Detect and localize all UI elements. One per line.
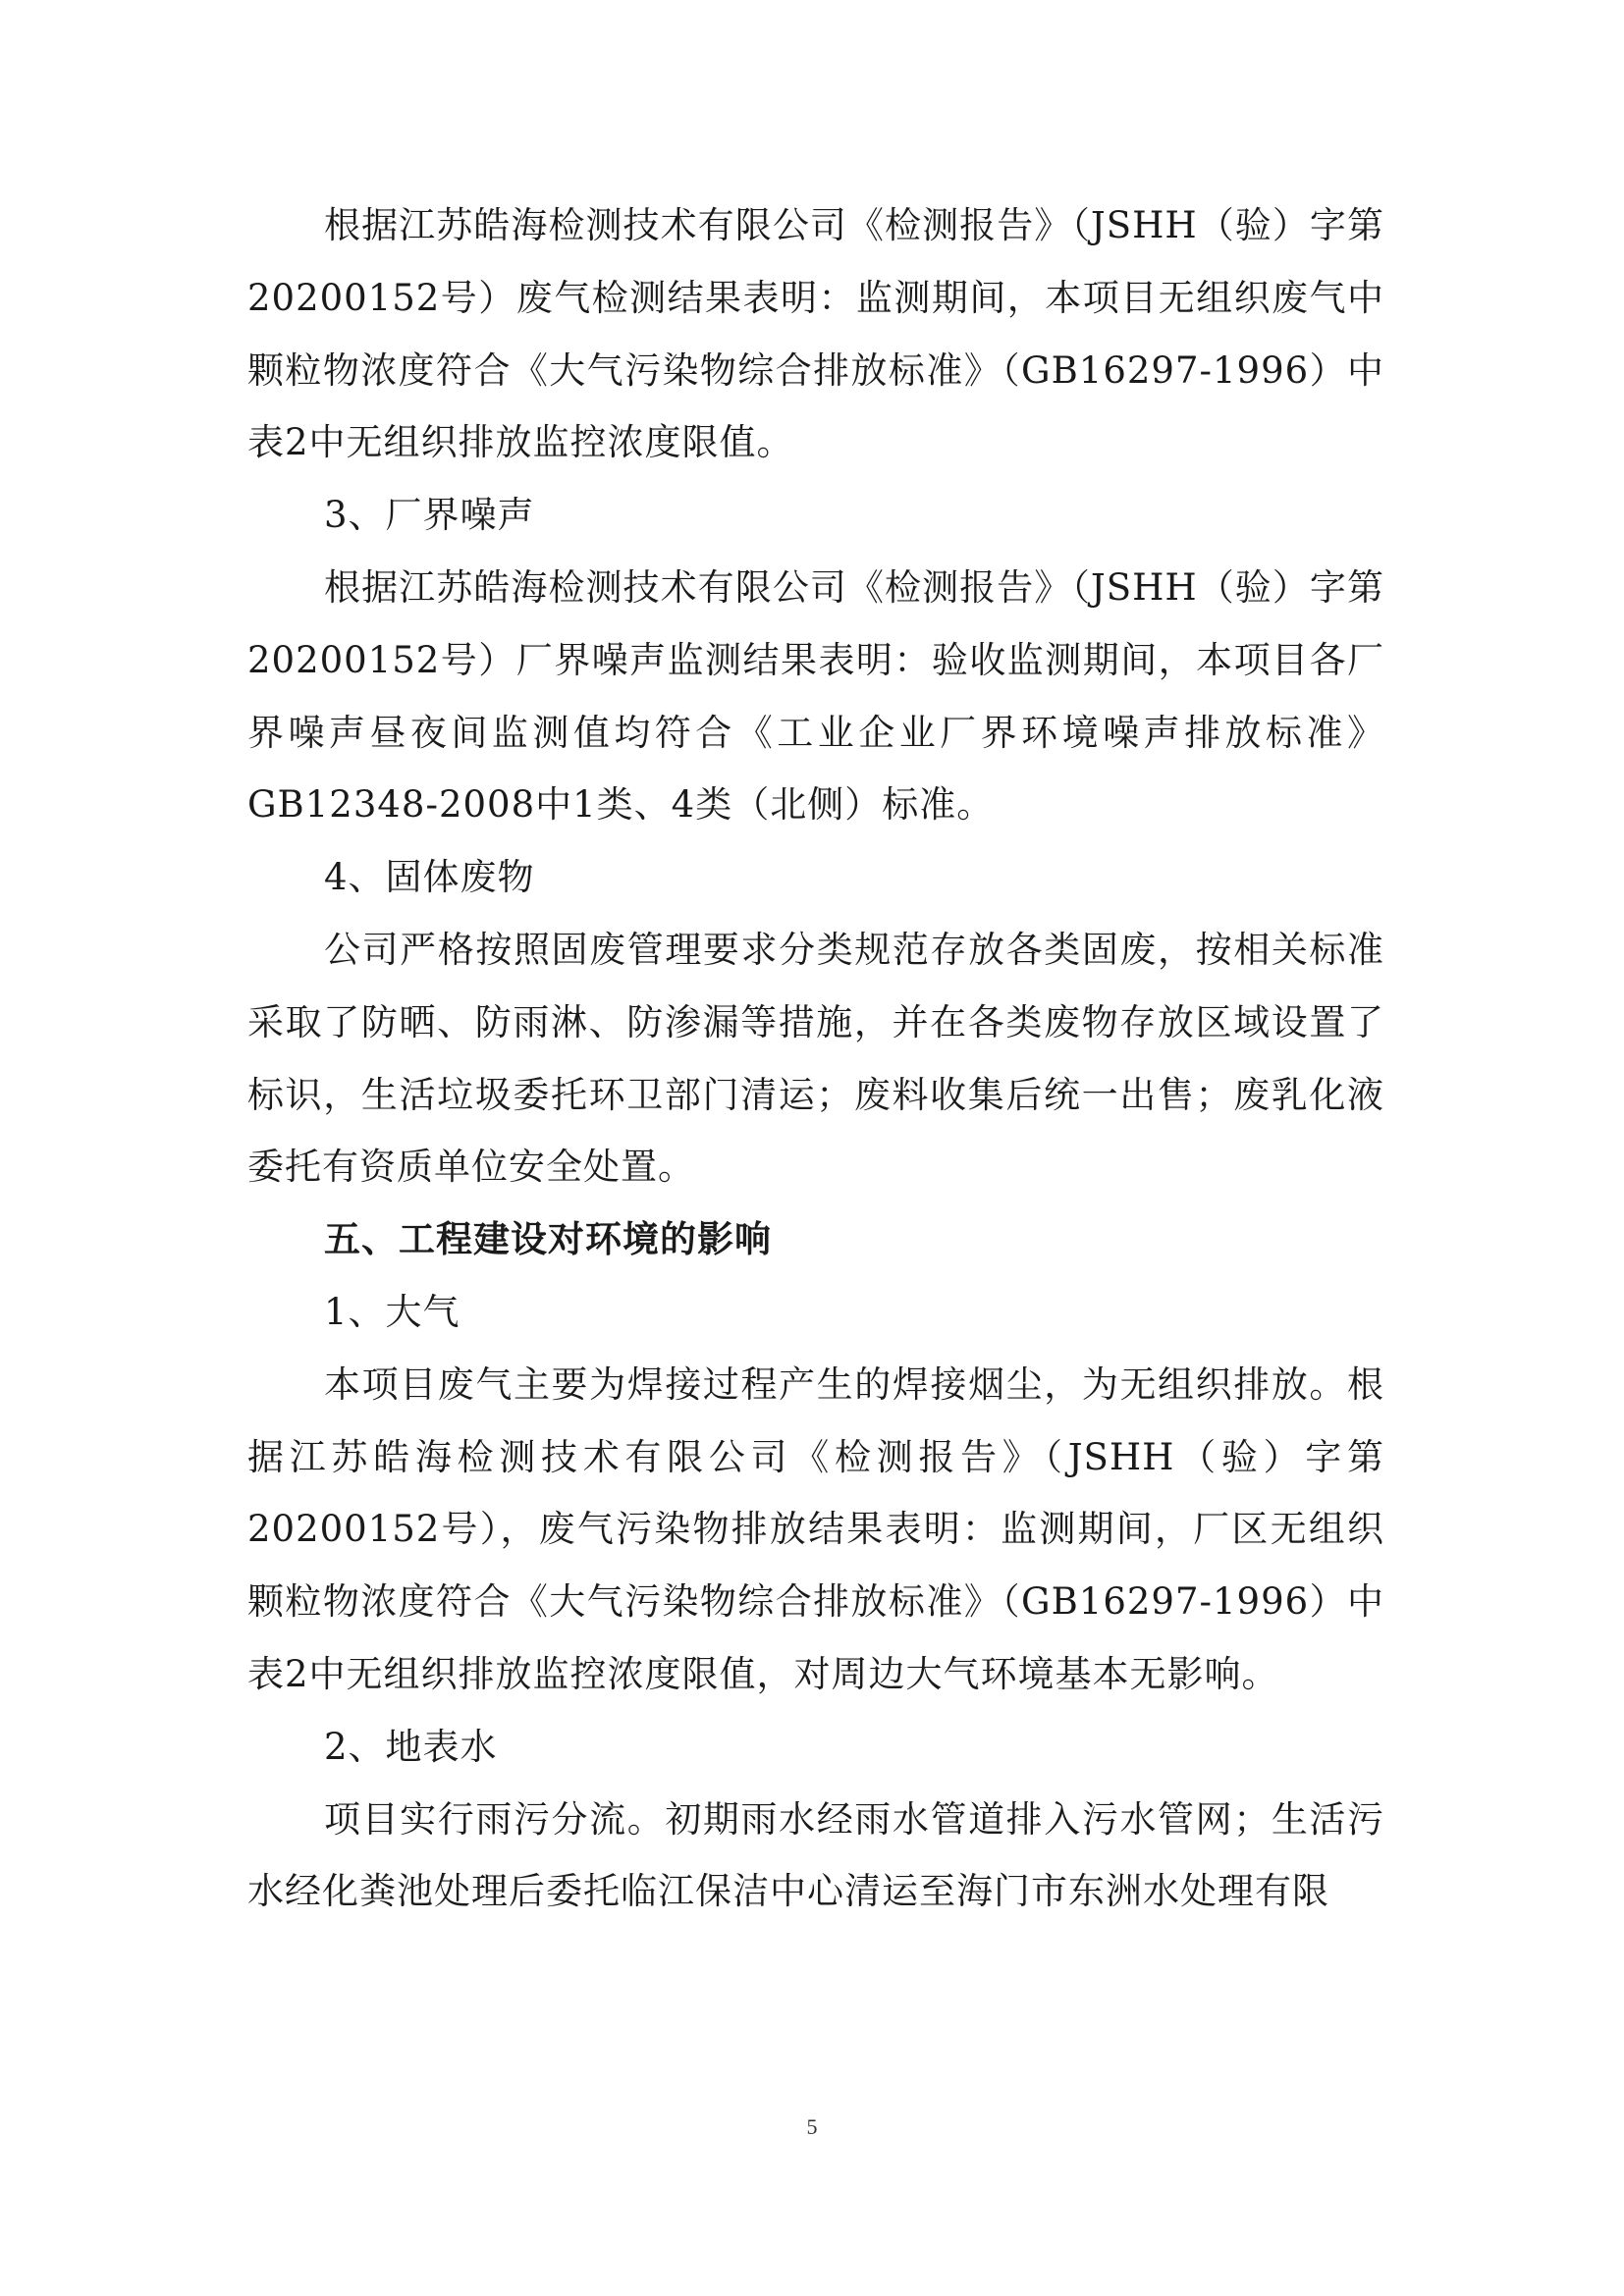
section-heading-environmental-impact: 五、工程建设对环境的影响 [324,1218,772,1261]
paragraph-surface-water: 项目实行雨污分流。初期雨水经雨水管道排入污水管网；生活污水经化粪池处理后委托临江保洁中心清运至海门市东洲水处理有限 [247,1797,1384,1913]
heading-atmosphere: 1、大气 [324,1290,460,1333]
document-body [247,189,1384,1928]
heading-surface-water: 2、地表水 [324,1725,498,1768]
paragraph-solid-waste: 公司严格按照固废管理要求分类规范存放各类固废，按相关标准采取了防晒、防雨淋、防渗漏等措施，并在各类废物存放区域设置了标识，生活垃圾委托环卫部门清运；废料收集后统一出售；废乳化液委托有资质单位安全处置。 [247,928,1384,1189]
paragraph-waste-gas-result: 根据江苏皓海检测技术有限公司《检测报告》（JSHH（验）字第20200152号）废气检测结果表明：监测期间，本项目无组织废气中颗粒物浓度符合《大气污染物综合排放标准》（GB16297-1996）中表2中无组织排放监控浓度限值。 [247,204,1384,464]
paragraph-atmosphere: 本项目废气主要为焊接过程产生的焊接烟尘，为无组织排放。根据江苏皓海检测技术有限公司《检测报告》（JSHH（验）字第20200152号），废气污染物排放结果表明：监测期间，厂区无组织颗粒物浓度符合《大气污染物综合排放标准》（GB16297-1996）中表2中无组织排放监控浓度限值，对周边大气环境基本无影响。 [247,1362,1384,1695]
paragraph-noise-result: 根据江苏皓海检测技术有限公司《检测报告》（JSHH（验）字第20200152号）厂界噪声监测结果表明：验收监测期间，本项目各厂界噪声昼夜间监测值均符合《工业企业厂界环境噪声排放标准》GB12348-2008中1类、4类（北侧）标准。 [247,565,1384,827]
heading-boundary-noise: 3、厂界噪声 [324,494,535,537]
heading-solid-waste: 4、固体废物 [324,856,535,899]
page-number: 5 [806,2114,818,2139]
